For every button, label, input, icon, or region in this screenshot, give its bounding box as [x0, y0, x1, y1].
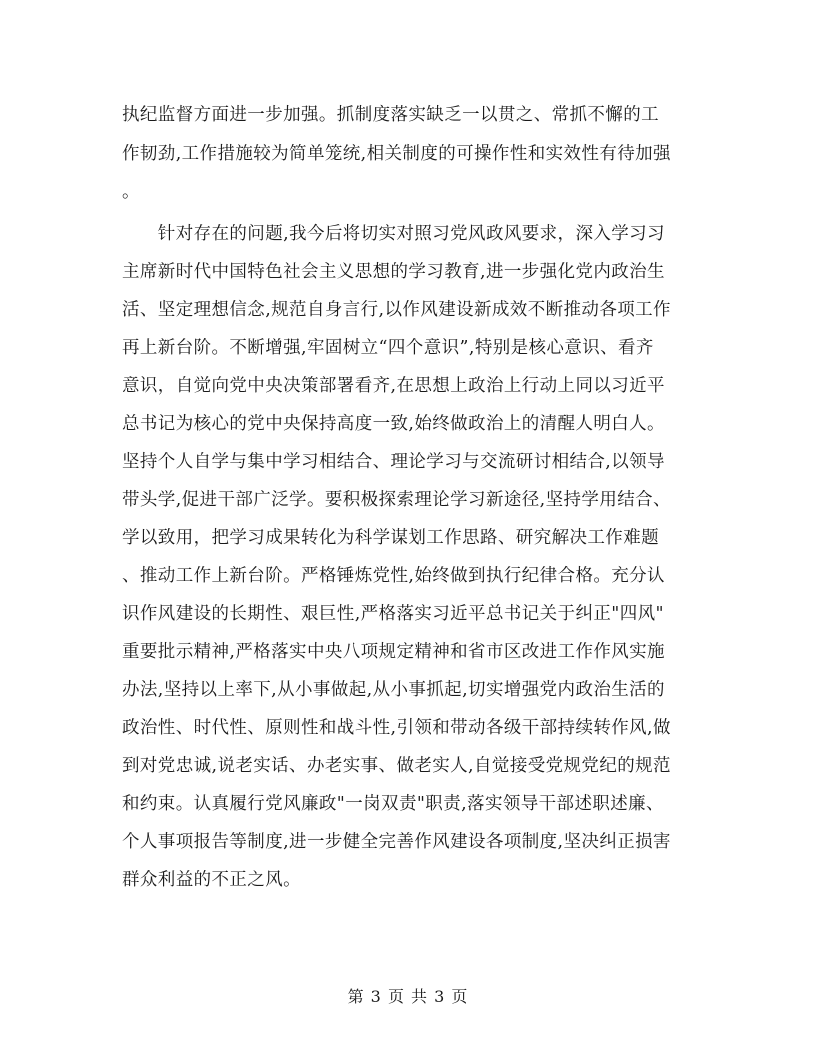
text-line: 和约束。认真履行党风廉政"一岗双责"职责,落实领导干部述职述廉、	[122, 794, 664, 814]
text-line: 主席新时代中国特色社会主义思想的学习教育,进一步强化党内政治生	[122, 262, 665, 282]
text-line: 到对党忠诚,说老实话、办老实事、做老实人,自觉接受党规党纪的规范	[122, 756, 671, 776]
text-line: 带头学,促进干部广泛学。要积极探索理论学习新途径,坚持学用结合、	[122, 490, 671, 510]
text-line: 重要批示精神,严格落实中央八项规定精神和省市区改进工作作风实施	[122, 642, 665, 662]
text-line: 意识，自觉向党中央决策部署看齐,在思想上政治上行动上同以习近平	[122, 376, 665, 396]
text-line: 坚持个人自学与集中学习相结合、理论学习与交流研讨相结合,以领导	[122, 452, 665, 472]
text-line: 识作风建设的长期性、艰巨性,严格落实习近平总书记关于纠正"四风"	[122, 604, 664, 624]
text-line: 针对存在的问题,我今后将切实对照习党风政风要求，深入学习习	[122, 224, 665, 244]
text-line: 活、坚定理想信念,规范自身言行,以作风建设新成效不断推动各项工作	[122, 300, 671, 320]
text-line: 执纪监督方面进一步加强。抓制度落实缺乏一以贯之、常抓不懈的工	[122, 105, 659, 125]
page-number-footer: 第 3 页 共 3 页	[347, 987, 469, 1006]
text-line: 、推动工作上新台阶。严格锤炼党性,始终做到执行纪律合格。充分认	[122, 566, 665, 586]
text-line: 学以致用，把学习成果转化为科学谋划工作思路、研究解决工作难题	[122, 528, 659, 548]
text-line: 。	[122, 182, 140, 202]
text-line: 总书记为核心的党中央保持高度一致,始终做政治上的清醒人明白人。	[122, 414, 665, 434]
text-line: 作韧劲,工作措施较为简单笼统,相关制度的可操作性和实效性有待加强	[122, 144, 671, 164]
text-line: 再上新台阶。不断增强,牢固树立“四个意识”,特别是核心意识、看齐	[122, 338, 654, 358]
text-line: 政治性、时代性、原则性和战斗性,引领和带动各级干部持续转作风,做	[122, 718, 671, 738]
text-line: 个人事项报告等制度,进一步健全完善作风建设各项制度,坚决纠正损害	[122, 832, 671, 852]
text-line: 办法,坚持以上率下,从小事做起,从小事抓起,切实增强党内政治生活的	[122, 680, 665, 700]
text-line: 群众利益的不正之风。	[122, 870, 301, 890]
